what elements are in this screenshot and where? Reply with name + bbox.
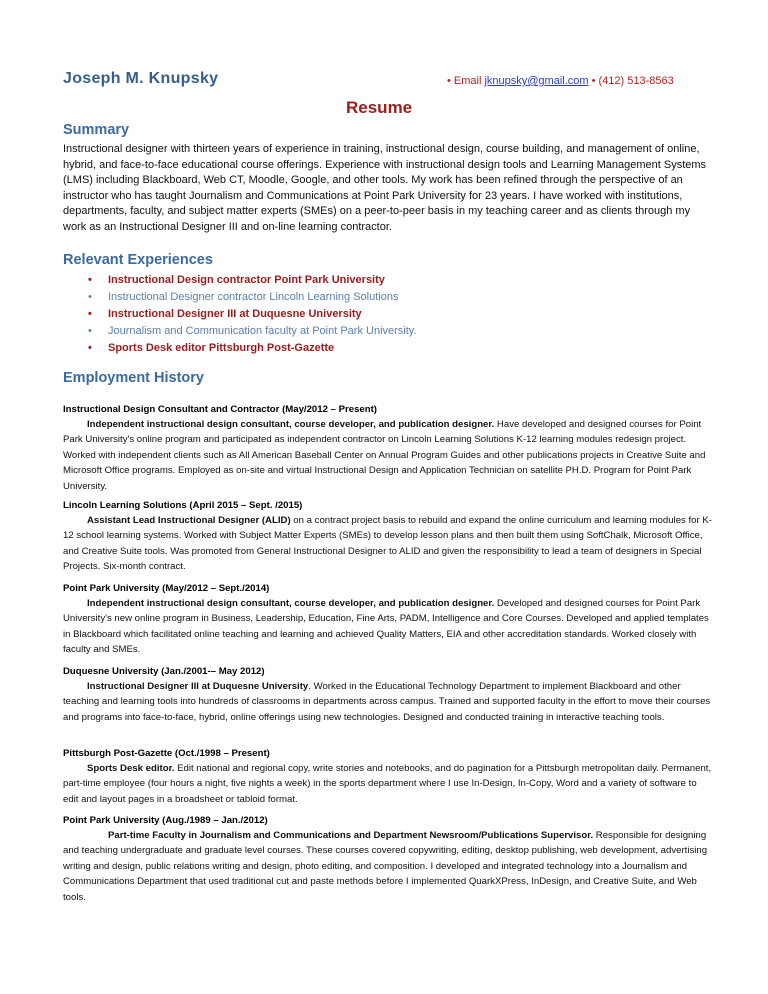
job-desc-text: Responsible for designing and teaching undergraduate and graduate level courses. These courses covered copywriting, editing, desktop publishing, web development, advertising writing and design, public relations writing and design, photo editing, and composition. I developed and integrated technology into a Journalism and Communications Department that used traditional cut and paste methods before I implemented QuarkXPress, InDesign, and Creative Suite, and Web tools. [63, 830, 708, 903]
job-header: Duquesne University (Jan./2001-– May 2012) [63, 666, 265, 677]
summary-text: Instructional designer with thirteen years of experience in training, instructional design, course building, and management of online, hybrid, and face-to-face educational course offerings. Experience with instructional design tools and Learning Management Systems (LMS) including Blackboard, Web CT, Moodle, Google, and other tools. My work has been refined through the perspective of an instructor who has taught Journalism and Communications at Point Park University for 23 years. I have worked with institutions, departments, faculty, and subject matter experts (SMEs) on a peer-to-peer basis in my teaching career and as clients through my work as an Instructional Designer III and on-line learning contractor. [63, 143, 707, 233]
bullet: • [88, 308, 92, 320]
experience-text: Sports Desk editor Pittsburgh Post-Gazette [108, 342, 335, 354]
bullet: • [88, 342, 92, 354]
job-role: Independent instructional design consultant, course developer, and publication designer. [87, 598, 495, 609]
job-role: Assistant Lead Instructional Designer (ALID) [87, 515, 291, 526]
job-description [63, 513, 713, 575]
phone-text: • (412) 513-8563 [588, 75, 674, 87]
employment-heading: Employment History [63, 370, 204, 386]
job-header: Point Park University (Aug./1989 – Jan./2012) [63, 815, 268, 826]
job-header: Lincoln Learning Solutions (April 2015 – Sept. /2015) [63, 500, 303, 511]
experience-text: Journalism and Communication faculty at Point Park University. [108, 325, 417, 337]
contact-info [447, 75, 674, 87]
experiences-heading: Relevant Experiences [63, 252, 213, 268]
job-role: Sports Desk editor. [87, 763, 175, 774]
job-desc-text: Edit national and regional copy, write stories and notebooks, and do pagination for a Pittsburgh metropolitan daily. Permanent, part-time employee (four hours a night, five nights a week) in the sports department where I use In-Design, In-Copy, Word and a variety of software to edit and layout pages in a broadsheet or tabloid format. [63, 763, 712, 805]
job-description [63, 417, 713, 494]
job-role: Independent instructional design consultant, course developer, and publication designer. [87, 419, 495, 430]
bullet: • [88, 274, 92, 286]
email-link[interactable]: jknupsky@gmail.com [484, 75, 589, 87]
job-desc-text: . Worked in the Educational Technology Department to implement Blackboard and other teaching and learning tools into hundreds of classrooms in departments across campus. Trained and supported faculty in the effort to move their courses and programs into face-to-face, hybrid, online offerings using new technologies. Designed and conducted training in interactive teaching tools. [63, 681, 711, 723]
job-role: Instructional Designer III at Duquesne University [87, 681, 309, 692]
experience-text: Instructional Designer III at Duquesne University [108, 308, 362, 320]
bullet: • [88, 291, 92, 303]
experiences-list [63, 272, 417, 357]
job-desc-text: on a contract project basis to rebuild and expand the online curriculum and learning modules for K-12 school learning systems. Worked with Subject Matter Experts (SMEs) to develop lesson plans and then built them using SoftChalk, Microsoft Office, and Creative Suite tools. Was promoted from General Instructional Designer to ALID and given the responsibility to lead a team of designers in Special Projects. Six-month contract. [63, 515, 712, 573]
list-item [63, 272, 417, 289]
job-desc-text: Developed and designed courses for Point Park University's new online program in Business, Leadership, Education, Fine Arts, PADM, Intelligence and Core Courses. Developed and applied templates in Blackboard which facilitated online teaching and learning and achieved Quality Matters, EIA and other accreditation standards. Worked closely with faculty and SMEs. [63, 598, 709, 656]
applicant-name: Joseph M. Knupsky [63, 70, 219, 87]
experience-text: Instructional Designer contractor Lincoln Learning Solutions [108, 291, 399, 303]
job-header: Point Park University (May/2012 – Sept./2014) [63, 583, 270, 594]
contact-prefix: • Email [447, 75, 485, 87]
summary-heading: Summary [63, 122, 130, 138]
list-item [63, 340, 417, 357]
bullet: • [88, 325, 92, 337]
job-description [63, 761, 713, 807]
job-header: Pittsburgh Post-Gazette (Oct./1998 – Present) [63, 748, 270, 759]
list-item [63, 289, 417, 306]
job-role: Part-time Faculty in Journalism and Communications and Department Newsroom/Publications Supervisor. [108, 830, 594, 841]
experience-text: Instructional Design contractor Point Park University [108, 274, 385, 286]
job-description [63, 596, 713, 658]
job-description [63, 679, 713, 725]
job-header: Instructional Design Consultant and Contractor (May/2012 – Present) [63, 404, 377, 415]
job-description [63, 828, 713, 905]
job-desc-text: Have developed and designed courses for Point Park University's online program and participated as independent contractor on Lincoln Learning Solutions K-12 learning modules redesign project. Worked with independent clients such as All American Baseball Center on Annual Program Guides and other publications projects in Creative Suite and Microsoft Office programs. Employed as on-site and virtual Instructional Design and Application Technician on satellite PH.D. Program for Point Park University. [63, 419, 706, 492]
document-title: Resume [346, 98, 413, 117]
list-item [63, 323, 417, 340]
list-item [63, 306, 417, 323]
